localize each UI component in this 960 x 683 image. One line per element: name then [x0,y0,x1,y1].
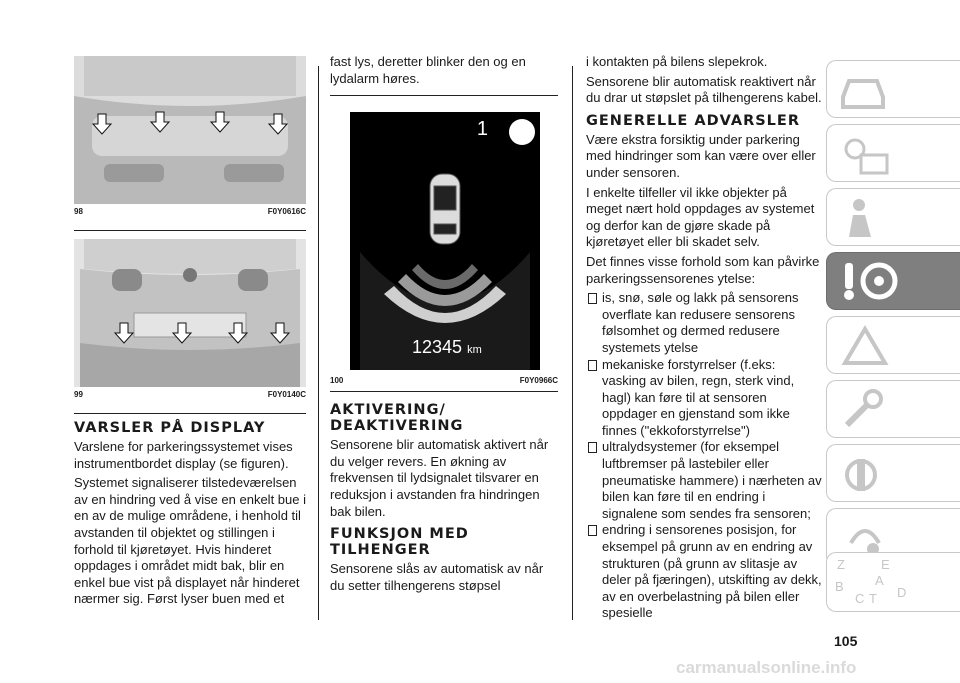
bullet-text: is, snø, søle og lakk på sensorens overflate kan redusere sensorens følsomhet og dermed redusere systemets ytelse [602,290,799,355]
technical-data-icon [835,449,895,499]
index-letter: A [875,573,884,588]
rear-car-sensors-illustration [74,239,306,387]
figure-98-rear-bumper [74,56,306,204]
figure-100-caption [330,376,558,385]
footer-watermark: carmanualsonline.info [676,658,857,677]
tab-index[interactable] [826,552,960,612]
parking-display-illustration [350,112,540,370]
bullet-text: mekaniske forstyrrelser (f.eks: vasking av bilen, regn, sterk vind, hagl) kan føre til at sensoren oppdager en gjenstand som ikke finnes ("ekkoforstyrrelse") [602,356,795,438]
tab-emergency[interactable] [826,316,960,374]
page-number: 105 [834,633,858,649]
odometer-value: 12345 [412,337,463,358]
divider [74,413,306,414]
index-letter: Z [837,557,845,572]
tab-maintenance[interactable] [826,380,960,438]
checkbox-bullet-icon [588,525,597,536]
tab-safety[interactable] [826,188,960,246]
bullet-item [586,357,822,440]
divider [330,391,558,392]
right-column [586,54,822,622]
paragraph: fast lys, deretter blinker den og en lydalarm høres. [330,54,526,86]
paragraph: Det finnes visse forhold som kan påvirke parkeringssensorenes ytelse: [586,253,820,286]
index-abc-icon [835,555,915,609]
paragraph: Være ekstra forsiktig under parkering med hindringer som kan være over eller under sensoren. [586,131,816,180]
gear-indicator: 1 [476,118,488,141]
light-icon [509,119,535,145]
breakdown-warning-icon [835,321,895,371]
checkbox-bullet-icon [588,442,597,453]
bullet-item [586,522,822,622]
rear-bumper-sensors-illustration [74,56,306,204]
section-title-funksjon: FUNKSJON MED TILHENGER [330,526,469,559]
paragraph: Varslene for parkeringssystemet vises instrumentbordet display (se figuren). [74,439,293,471]
figure-number: 99 [74,390,83,399]
car-top-view [430,174,460,244]
odometer [412,337,482,358]
index-letter: T [869,591,877,606]
index-letter: B [835,579,844,594]
tab-technical-data[interactable] [826,444,960,502]
left-column [74,0,306,611]
divider [74,230,306,231]
divider [330,95,558,96]
middle-column [330,54,558,597]
bullet-item [586,439,822,522]
airbag-seat-icon [835,193,895,243]
paragraph: i kontakten på bilens slepekrok. [586,54,768,69]
column-divider [572,66,573,620]
index-letter: D [897,585,907,600]
figure-number: 98 [74,207,83,216]
key-steering-wheel-icon [835,257,905,307]
car-dashboard-icon [835,65,895,115]
figure-99-rear-car [74,239,306,387]
paragraph: I enkelte tilfeller vil ikke objekter på meget nært hold oppdages av systemet og derfor kan de gjøre skade på kjøretøyet eller bli skadet selv. [586,184,815,250]
figure-code: F0Y0616C [267,207,306,216]
figure-100-display [350,112,540,370]
paragraph: Systemet signaliserer tilstedeværelsen av en hindring ved å vise en enkelt bue i en av de mulige områdene, i henhold til avstanden til objektet og stillingen i forhold til kjøretøyet. Hvis hinderet oppdages i området midt bak, blir en enkel bue vist på displayet når hinderet nærmer sig. Først lyser buen med et [74,475,306,607]
tab-starting-driving[interactable] [826,252,960,310]
bullet-text: ultralydsystemer (for eksempel luftbremser på lastebiler eller pneumatiske hammere) i nærheten av bilen kan føre til en endring i signalene som sendes fra sensoren; [602,439,822,521]
paragraph: Sensorene blir automatisk reaktivert når du drar ut støpslet på tilhengerens kabel. [586,73,822,106]
section-title-generelle: GENERELLE ADVARSLER [586,112,800,129]
figure-98-caption [74,207,306,216]
index-letter: C [855,591,865,606]
odometer-unit: km [467,344,482,357]
checkbox-bullet-icon [588,293,597,304]
service-wrench-icon [835,385,895,435]
bullet-text: endring i sensorenes posisjon, for eksempel på grunn av en endring av strukturen (på grunn av slitasje av deler på fjæringen), utskifting av dekk, av en overbelastning på bilen eller spesielle [602,522,822,621]
tab-warning-lights[interactable] [826,124,960,182]
paragraph: Sensorene blir automatisk aktivert når du velger revers. En økning av frekvensen til lydsignalet tilsvarer en reduksjon i avstanden fra hindringen bak bilen. [330,437,549,519]
section-title-aktivering: AKTIVERING/ DEAKTIVERING [330,402,464,435]
column-divider [318,66,319,620]
section-title-varsler: VARSLER PÅ DISPLAY [74,420,266,436]
paragraph: Sensorene slås av automatisk av når du setter tilhengerens støpsel [330,561,544,593]
checkbox-bullet-icon [588,360,597,371]
tab-car-dashboard[interactable] [826,60,960,118]
figure-number: 100 [330,376,344,386]
bullet-item [586,290,822,356]
figure-code: F0Y0966C [519,376,558,386]
warning-light-envelope-icon [835,129,895,179]
figure-99-caption [74,390,306,399]
figure-code: F0Y0140C [267,390,306,399]
index-letter: E [881,557,890,572]
